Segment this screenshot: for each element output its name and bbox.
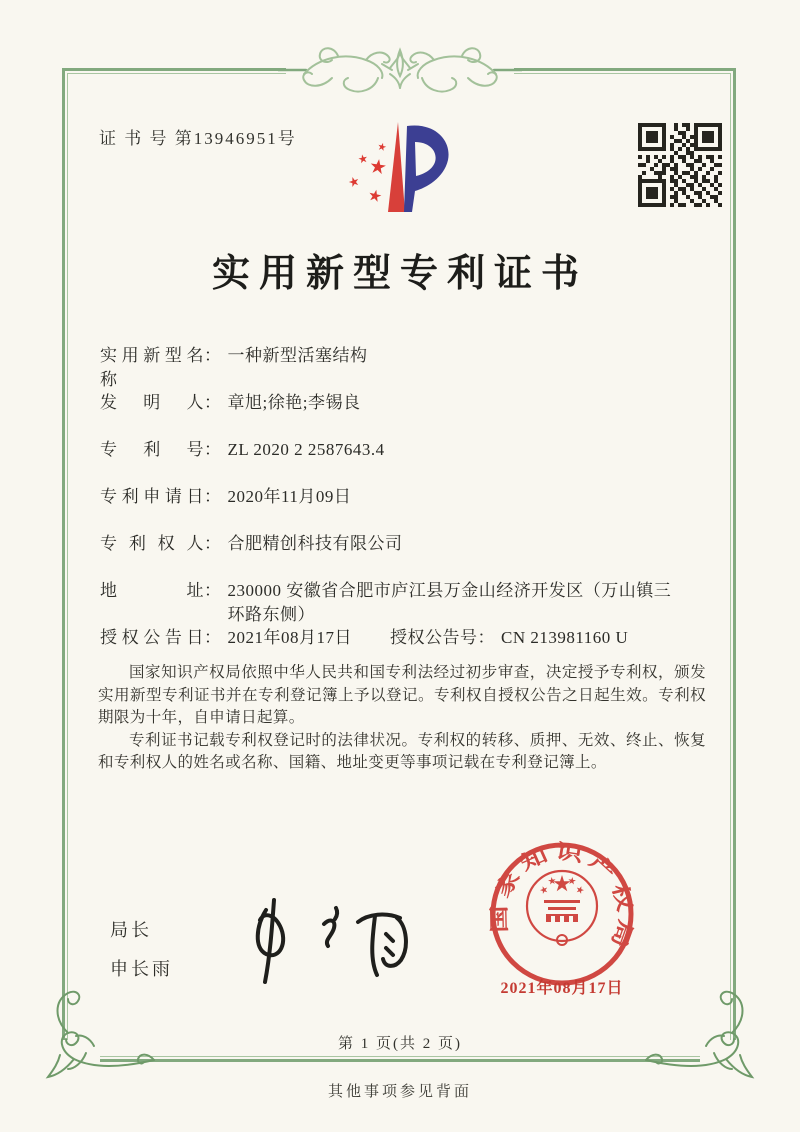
field-row-address	[100, 579, 674, 627]
field-separator: ：	[204, 628, 222, 647]
field-row-filing-date	[100, 485, 351, 509]
field-row-grant	[100, 626, 704, 650]
national-emblem-icon	[539, 875, 585, 922]
field-label: 授权公告日	[100, 628, 204, 647]
field-label: 专利号	[100, 440, 204, 459]
field-value: 2020年11月09日	[227, 487, 352, 506]
director-name: 申长雨	[110, 959, 173, 979]
field-value: ZL 2020 2 2587643.4	[227, 440, 385, 459]
seal-date: 2021年08月17日	[500, 980, 624, 997]
grant-date-group	[100, 628, 352, 647]
field-label: 授权公告号	[390, 628, 478, 647]
legal-text	[98, 662, 706, 775]
field-separator: ：	[204, 440, 222, 459]
grant-number-value: CN 213981160 U	[501, 628, 629, 647]
svg-text:国家知识产权局	[488, 840, 636, 955]
dragon-ornament-icon	[278, 34, 522, 110]
field-label: 专利申请日	[100, 487, 204, 506]
page-indicator: 第 1 页(共 2 页)	[338, 1036, 462, 1052]
certificate-number: 证 书 号 第13946951号	[99, 129, 297, 148]
field-separator: ：	[204, 581, 222, 600]
qr-code	[638, 123, 722, 207]
grant-date-value: 2021年08月17日	[227, 628, 352, 647]
field-row-inventors	[100, 391, 360, 415]
legal-paragraph: 国家知识产权局依照中华人民共和国专利法经过初步审查，决定授予专利权，颁发实用新型专利证书并在专利登记簿上予以登记。专利权自授权公告之日起生效。专利权期限为十年，自申请日起算。	[98, 664, 706, 727]
field-label: 发明人	[100, 393, 204, 412]
legal-paragraph: 专利证书记载专利权登记时的法律状况。专利权的转移、质押、无效、终止、恢复和专利权人的姓名或名称、国籍、地址变更等事项记载在专利登记簿上。	[98, 731, 706, 772]
field-label: 地址	[100, 581, 204, 600]
field-separator: ：	[204, 534, 222, 553]
field-value: 一种新型活塞结构	[227, 346, 368, 365]
director-signature-icon	[236, 896, 424, 986]
field-row-patentee	[100, 532, 403, 556]
field-separator: ：	[204, 487, 222, 506]
field-row-name	[100, 344, 368, 392]
field-label: 专利权人	[100, 534, 204, 553]
field-value: 合肥精创科技有限公司	[227, 534, 403, 553]
certificate-title: 实用新型专利证书	[211, 253, 588, 295]
field-row-patent-number	[100, 438, 385, 462]
field-separator: ：	[477, 628, 495, 647]
seal-text: 国家知识产权局	[488, 840, 636, 947]
cnipa-logo-icon	[336, 112, 462, 216]
field-value: 230000 安徽省合肥市庐江县万金山经济开发区（万山镇三环路东侧）	[227, 581, 672, 624]
back-note: 其他事项参见背面	[327, 1084, 472, 1100]
cnipa-seal	[488, 840, 636, 988]
field-label: 实用新型名称	[100, 346, 204, 389]
grant-number-group	[390, 626, 628, 650]
field-value: 章旭;徐艳;李锡良	[227, 393, 361, 412]
director-title: 局长	[110, 920, 152, 940]
field-separator: ：	[204, 346, 222, 365]
director-block	[110, 916, 173, 981]
field-separator: ：	[204, 393, 222, 412]
